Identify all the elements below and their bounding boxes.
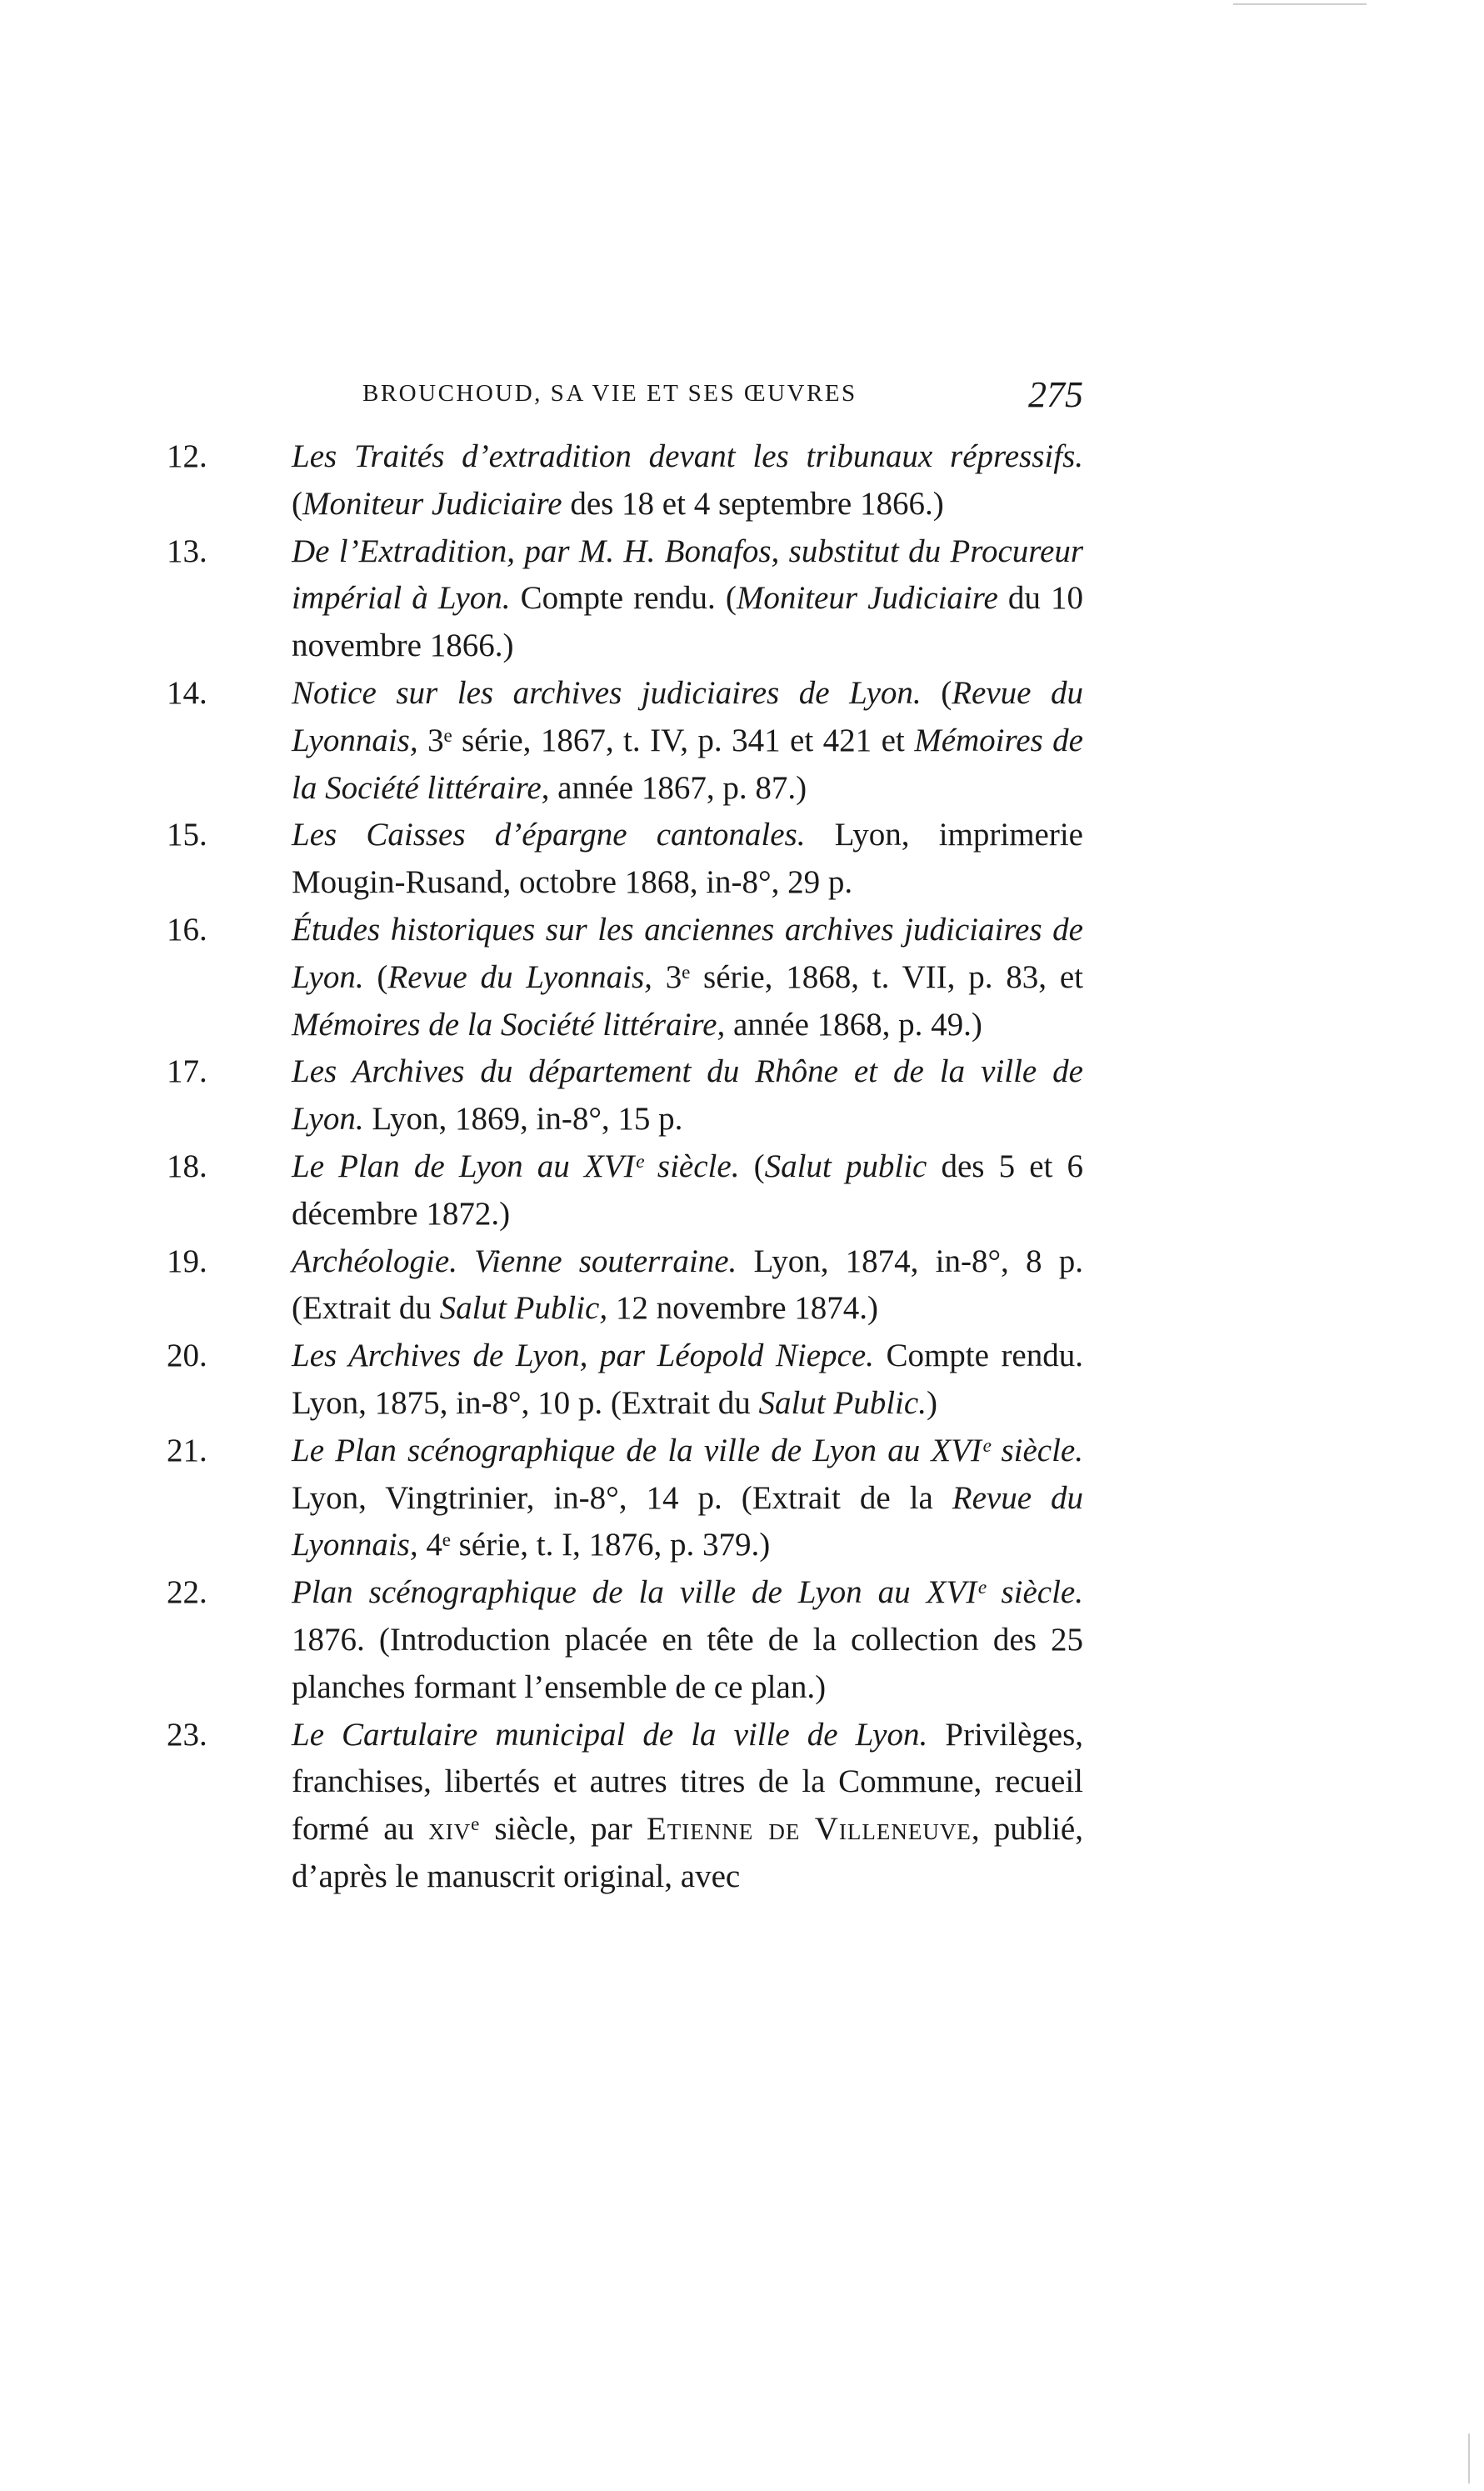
entry-smallcaps: xivᵉ [428,1811,481,1848]
scan-speck [1468,2433,1470,2483]
entry-segment: Lyon, imprimerie Mougin-Rusand, octobre 1868, in-8°, 29 p. [292,817,1083,901]
entry-segment: 4ᵉ série, t. I, 1876, p. 379.) [417,1527,771,1563]
scan-speck [1233,3,1367,5]
entry-text [292,1712,1083,1901]
entry-number: 13. [167,533,207,569]
entry-smallcaps: Etienne de Villeneuve [646,1811,972,1848]
bibliography-entry [167,1048,1083,1143]
bibliography-entry [167,1428,1083,1569]
entry-title-italic: Revue du Lyonnais, [292,1479,1083,1563]
entry-title-italic: Moniteur Judiciaire [302,485,562,522]
entry-title-italic: Le Cartulaire municipal de la ville de Lyon. [292,1716,928,1753]
bibliography-entry [167,1712,1083,1901]
entry-segment: ( [292,485,302,522]
entry-number: 19. [167,1243,207,1279]
entry-title-italic: Salut public [764,1148,927,1184]
bibliography-entry [167,907,1083,1048]
entry-text [292,1569,1083,1711]
entry-segment: Compte rendu. Lyon, 1875, in-8°, 10 p. (Extrait du [292,1338,1083,1421]
entry-title-italic: Les Traités d’extradition devant les tribunaux répressifs. [292,438,1083,474]
bibliography-entry [167,433,1083,528]
entry-title-italic: Mémoires de la Société littéraire, [292,1006,726,1043]
entry-text [292,1333,1083,1428]
entry-number: 14. [167,674,207,711]
bibliography-entry [167,1569,1083,1711]
entry-text [292,907,1083,1048]
entry-title-italic: Moniteur Judiciaire [736,580,998,617]
entry-segment: Lyon, 1869, in-8°, 15 p. [363,1101,683,1138]
entry-text [292,1238,1083,1333]
bibliography-entry [167,1333,1083,1428]
running-head [358,373,1083,423]
bibliography-entry [167,528,1083,670]
entry-title-italic: Mémoires de la Société littéraire, [292,722,1083,806]
entry-title-italic: Archéologie. Vienne souterraine. [292,1243,737,1279]
entry-title-italic: Salut Public. [758,1384,927,1421]
entry-segment: ) [926,1384,937,1421]
entry-title-italic: Les Archives de Lyon, par Léopold Niepce. [292,1338,874,1374]
entry-number: 15. [167,817,207,853]
entry-title-italic: Les Archives du département du Rhône et de la ville de Lyon. [292,1053,1083,1138]
entry-segment: ( [363,958,388,995]
entry-segment: année 1867, p. 87.) [549,769,807,806]
entry-title-italic: Revue du Lyonnais, [387,958,652,995]
entry-number: 16. [167,911,207,948]
entry-text [292,812,1083,907]
entry-text [292,670,1083,812]
entry-title-italic: De l’Extradition, par M. H. Bonafos, substitut du Procureur impérial à Lyon. [292,533,1083,617]
entry-title-italic: Salut Public, [439,1290,608,1327]
entry-segment: des 18 et 4 septembre 1866.) [562,485,944,522]
entry-number: 18. [167,1148,207,1184]
entry-segment: , publié, d’après le manuscrit original, avec [292,1811,1083,1894]
entry-segment: 12 novembre 1874.) [607,1290,879,1327]
entry-number: 20. [167,1338,207,1374]
running-title: BROUCHOUD, SA VIE ET SES ŒUVRES [362,380,857,407]
entry-text [292,1428,1083,1569]
entry-segment: 1876. (Introduction placée en tête de la collection des 25 planches formant l’ensemble de ce plan.) [292,1621,1083,1705]
bibliography-entry [167,1238,1083,1333]
entry-number: 17. [167,1053,207,1090]
bibliography-list [167,433,1083,1901]
entry-segment: ( [739,1148,765,1184]
bibliography-entry [167,670,1083,812]
entry-segment: Lyon, Vingtrinier, in-8°, 14 p. (Extrait de la [292,1479,952,1516]
entry-segment: Privilèges, franchises, libertés et autres titres de la Commune, recueil formé au [292,1716,1083,1848]
entry-segment: ( [921,674,952,711]
entry-segment: Compte rendu. ( [510,580,737,617]
entry-title-italic: Revue du Lyonnais, [292,674,1083,758]
entry-number: 21. [167,1432,207,1468]
entry-text [292,433,1083,528]
bibliography-entry [167,812,1083,907]
entry-segment: année 1868, p. 49.) [725,1006,982,1043]
entry-segment: du 10 novembre 1866.) [292,580,1084,664]
entry-segment: Lyon, 1874, in-8°, 8 p. (Extrait du [292,1243,1083,1327]
entry-segment: siècle, par [480,1811,647,1848]
entry-title-italic: Notice sur les archives judiciaires de Lyon. [292,674,922,711]
entry-segment: des 5 et 6 décembre 1872.) [292,1148,1083,1232]
entry-title-italic: Le Plan scénographique de la ville de Lyon au XVIᵉ siècle. [292,1432,1083,1468]
entry-text [292,528,1083,670]
entry-title-italic: Plan scénographique de la ville de Lyon au XVIᵉ siècle. [292,1574,1083,1611]
entry-text [292,1048,1083,1143]
entry-number: 12. [167,438,207,474]
entry-title-italic: Études historiques sur les anciennes archives judiciaires de Lyon. [292,911,1083,995]
bibliography-entry [167,1143,1083,1238]
entry-segment: 3ᵉ série, 1867, t. IV, p. 341 et 421 et [417,722,915,758]
entry-text [292,1143,1083,1238]
entry-title-italic: Le Plan de Lyon au XVIᵉ siècle. [292,1148,740,1184]
entry-segment: 3ᵉ série, 1868, t. VII, p. 83, et [652,958,1083,995]
entry-title-italic: Les Caisses d’épargne cantonales. [292,817,806,853]
page-number: 275 [1028,374,1083,415]
entry-number: 22. [167,1574,207,1611]
entry-number: 23. [167,1716,207,1753]
